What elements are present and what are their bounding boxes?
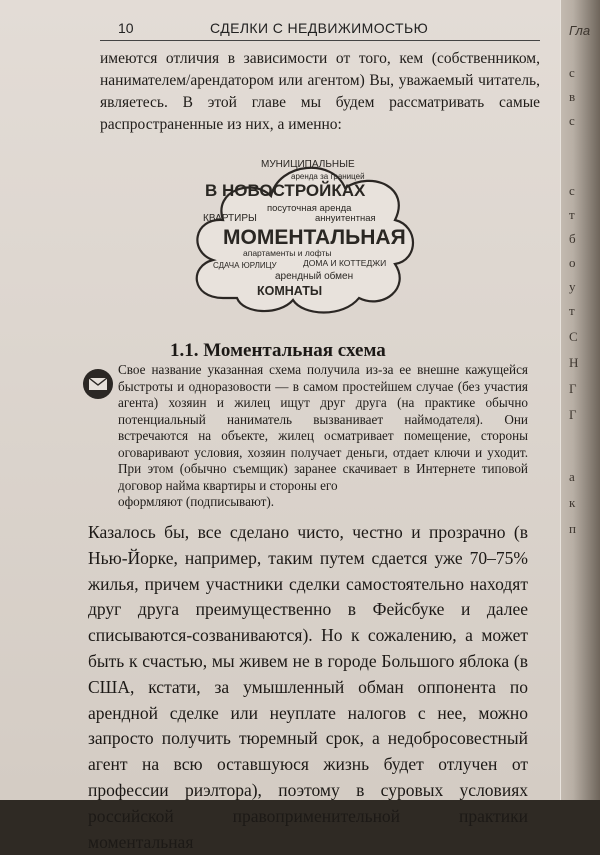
main-paragraph: Казалось бы, все сделано чисто, честно и прозрачно (в Нью-Йорке, например, таким путем сдается уже 70–75% жилья, причем участники сделки самостоятельно находят друг друга преимущественно в Фейсбуке и далее списываются-созваниваются). Но к сожалению, а может быть к счастью, мы живем не в городе Большого яблока (в США, кстати, за умышленный обман оппонента по арендной сделке или неуплате налогов с нее, можно запросто получить тюремный срок, а недобросовестный агент на всю оставшуюся жизнь будет отлучен от профессии риэлтора), поэтому в суровых условиях российской правоприменительной практики моментальная <box>88 522 528 852</box>
cloud-word: В НОВОСТРОЙКАХ <box>205 181 366 200</box>
cloud-word: МУНИЦИПАЛЬНЫЕ <box>261 159 355 170</box>
cloud-word: арендный обмен <box>275 271 354 282</box>
cloud-word: СДАЧА ЮРЛИЦУ <box>213 261 277 270</box>
cloud-word: апартаменты и лофты <box>243 248 332 258</box>
cloud-word: ДОМА И КОТТЕДЖИ <box>303 258 387 268</box>
next-page-fragment: к <box>569 495 576 510</box>
next-page-fragment: с <box>569 65 575 80</box>
next-page-fragment: о <box>569 255 576 270</box>
intro-paragraph: имеются отличия в зависимости от того, кем (собственником, нанимателем/арендатором или агентом) Вы, уважаемый читатель, являетесь. В этой главе мы будем рассматривать самые распространенные из них, а именно: <box>100 50 540 133</box>
page-number: 10 <box>118 20 134 36</box>
next-page-fragment: б <box>569 231 576 246</box>
next-page-fragment: Г <box>569 381 577 396</box>
cloud-word: аннуитентная <box>315 213 376 224</box>
next-page-fragment: п <box>569 521 576 536</box>
cloud-word: МОМЕНТАЛЬНАЯ <box>223 226 406 249</box>
next-page-fragment: т <box>569 303 575 318</box>
next-page-fragment: Н <box>569 355 579 370</box>
cloud-word: посуточная аренда <box>267 203 352 214</box>
page-header <box>100 18 540 41</box>
cloud-word: аренда за границей <box>291 172 365 181</box>
boxed-paragraph-end: оформляют (подписывают). <box>118 494 275 509</box>
next-page-fragment: С <box>569 329 578 344</box>
section-title: 1.1. Моментальная схема <box>170 340 386 361</box>
next-page-fragment: у <box>569 279 576 294</box>
next-page-fragment: Гла <box>569 23 591 38</box>
running-title: СДЕЛКИ С НЕДВИЖИМОСТЬЮ <box>210 20 429 36</box>
next-page-fragment: Г <box>569 407 577 422</box>
next-page-fragment: а <box>569 469 575 484</box>
word-cloud <box>183 148 421 318</box>
next-page-fragment: в <box>569 89 576 104</box>
next-page-fragment: с <box>569 183 575 198</box>
next-page-fragment: с <box>569 113 575 128</box>
boxed-paragraph: Свое название указанная схема получила из-за ее внешне кажущейся быстроты и одноразовости — в самом простейшем случае (без участия агента) хозяин и жилец ищут друг друга (на практике обычно потенциальный наниматель вызванивает наймодателя). Они встречаются на объекте, жилец осматривает помещение, стороны оговаривают условия, хозяин получает деньги, отдает ключи и уходит. При этом (обычно съемщик) заранее скачивает в Интернете типовой договор найма квартиры и стороны его <box>118 362 528 493</box>
next-page-fragment: т <box>569 207 575 222</box>
next-page-edge <box>555 0 600 800</box>
envelope-icon <box>82 368 114 400</box>
cloud-word: КВАРТИРЫ <box>203 213 257 224</box>
cloud-word: КОМНАТЫ <box>257 284 323 298</box>
